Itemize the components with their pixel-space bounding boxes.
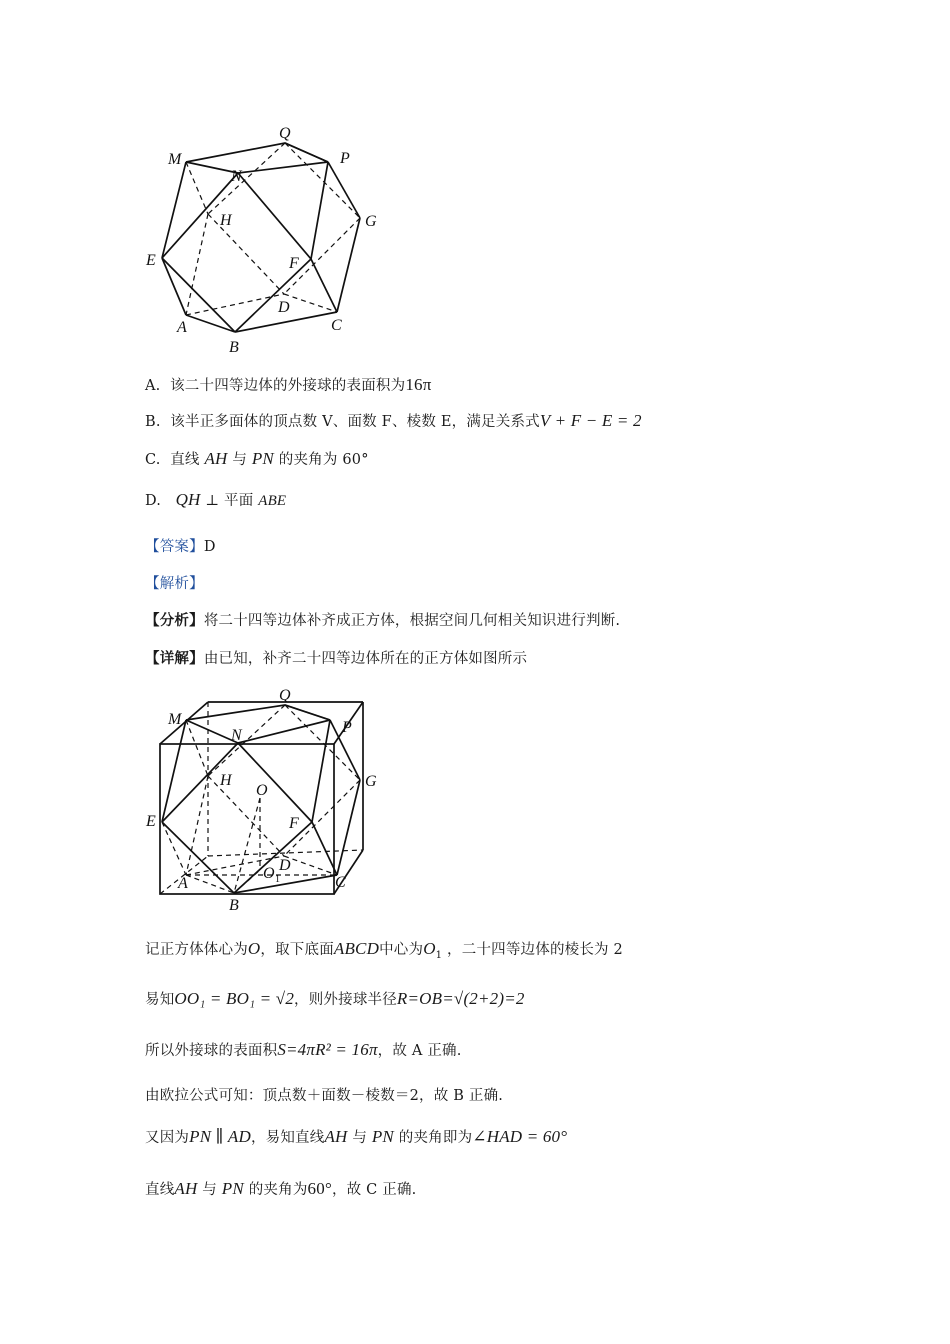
sol1-math-abcd: ABCD — [333, 939, 380, 958]
sol3-text: 所以外接球的表面积 — [145, 1043, 278, 1059]
sol2-math2: R=OB=√(2+2)=2 — [396, 989, 525, 1008]
label-n: N — [231, 168, 242, 185]
fenxi-text: 将二十四等边体补齐成正方体，根据空间几何相关知识进行判断. — [203, 613, 621, 629]
option-a — [145, 374, 432, 395]
sol6-text2: 与 — [202, 1182, 217, 1198]
xiangjie-tag: 【详解】 — [145, 650, 204, 667]
label-m: M — [168, 151, 182, 168]
label-a: A — [177, 319, 187, 336]
label-h: H — [220, 772, 232, 789]
solution-line-3 — [145, 1039, 462, 1060]
option-b — [145, 410, 642, 431]
option-c-prefix: C. — [145, 452, 161, 468]
label-q: Q — [279, 687, 291, 704]
answer-line — [145, 535, 216, 556]
sol1-math-o: O — [247, 939, 261, 958]
option-d-prefix: D. — [145, 493, 162, 509]
option-d-math-qh: QH — [175, 490, 201, 509]
option-a-math: 16π — [405, 375, 432, 394]
option-c-math-ah: AH — [204, 449, 228, 468]
sol5-text4: 的夹角即为 — [398, 1130, 473, 1146]
sol6-math: 60° — [307, 1179, 332, 1198]
fenxi-line — [145, 609, 620, 630]
sol6-text4: ，故 C 正确. — [331, 1182, 417, 1198]
option-c-text2: 与 — [232, 452, 248, 468]
analysis-tag: 【解析】 — [145, 576, 204, 592]
label-f: F — [289, 815, 299, 832]
sol6-text: 直线 — [145, 1182, 175, 1198]
analysis-heading — [145, 572, 204, 593]
option-b-prefix: B. — [145, 414, 161, 430]
xiangjie-text: 由已知，补齐二十四等边体所在的正方体如图所示 — [203, 651, 528, 667]
label-n: N — [231, 727, 242, 744]
xiangjie-line — [145, 647, 527, 668]
sol1-math-o1-sub: 1 — [435, 949, 443, 961]
label-h: H — [220, 212, 232, 229]
label-b: B — [229, 339, 239, 356]
sol1-text3: 中心为 — [379, 942, 424, 958]
label-c: C — [335, 874, 346, 891]
sol5-text3: 与 — [352, 1130, 368, 1146]
answer-value: D — [203, 539, 216, 555]
sol1-math-o1: O — [423, 939, 436, 958]
sol6-math-ah: AH — [174, 1179, 198, 1198]
option-d-math-abe: ABE — [258, 493, 287, 509]
label-c: C — [331, 317, 342, 334]
sol4-text: 由欧拉公式可知：顶点数＋面数－棱数＝2，故 B 正确. — [145, 1088, 504, 1104]
sol5-math2: ∠HAD = 60° — [472, 1127, 568, 1146]
label-o1: O — [263, 865, 275, 882]
sol6-math-pn: PN — [221, 1179, 244, 1198]
solution-line-1 — [145, 938, 623, 961]
answer-tag: 【答案】 — [145, 539, 204, 555]
option-c-text: 直线 — [170, 452, 200, 468]
solution-line-2 — [145, 988, 525, 1009]
label-d: D — [278, 299, 290, 316]
label-p: P — [340, 150, 350, 167]
sol1-text: 记正方体体心为 — [145, 942, 248, 958]
label-p: P — [342, 719, 352, 736]
sol2-text2: ，则外接球半径 — [294, 992, 397, 1008]
sol2-text: 易知 — [145, 992, 175, 1008]
cube-figure — [138, 680, 398, 920]
label-e: E — [146, 813, 156, 830]
sol3-text2: ，故 A 正确. — [377, 1043, 462, 1059]
option-c — [145, 448, 369, 469]
sol2-math: OO₁ = BO₁ = √2 — [174, 989, 295, 1008]
option-d-text: ⊥ 平面 — [205, 493, 254, 509]
option-a-prefix: A. — [145, 378, 161, 394]
sol3-math: S=4πR² = 16π — [277, 1040, 378, 1059]
label-g: G — [365, 213, 377, 230]
sol1-text2: ，取下底面 — [260, 942, 334, 958]
option-c-math-pn: PN — [251, 449, 274, 468]
label-o1-sub: 1 — [275, 874, 280, 885]
solution-line-4 — [145, 1084, 503, 1105]
label-f: F — [289, 255, 299, 272]
sol5-math-ah: AH — [324, 1127, 348, 1146]
sol5-math: PN ∥ AD — [189, 1127, 251, 1146]
sol5-math-pn: PN — [371, 1127, 394, 1146]
sol5-text2: ，易知直线 — [250, 1130, 325, 1146]
option-b-math: V + F − E = 2 — [539, 411, 642, 430]
polyhedron-figure — [138, 118, 398, 363]
option-c-text3: 的夹角为 60° — [278, 452, 369, 468]
label-m: M — [168, 711, 182, 728]
label-b: B — [229, 897, 239, 914]
solution-line-5 — [145, 1126, 567, 1147]
sol1-text4: ，二十四等边体的棱长为 2 — [447, 942, 623, 958]
label-d: D — [279, 857, 291, 874]
sol5-text: 又因为 — [145, 1130, 190, 1146]
label-o: O — [256, 782, 268, 799]
label-a: A — [178, 875, 188, 892]
label-e: E — [146, 252, 156, 269]
fenxi-tag: 【分析】 — [145, 612, 204, 629]
label-g: G — [365, 773, 377, 790]
label-q: Q — [279, 125, 291, 142]
option-d — [145, 489, 286, 510]
solution-line-6 — [145, 1178, 416, 1199]
sol6-text3: 的夹角为 — [248, 1182, 308, 1198]
option-b-text: 该半正多面体的顶点数 V、面数 F、棱数 E，满足关系式 — [170, 414, 540, 430]
option-a-text: 该二十四等边体的外接球的表面积为 — [170, 378, 406, 394]
